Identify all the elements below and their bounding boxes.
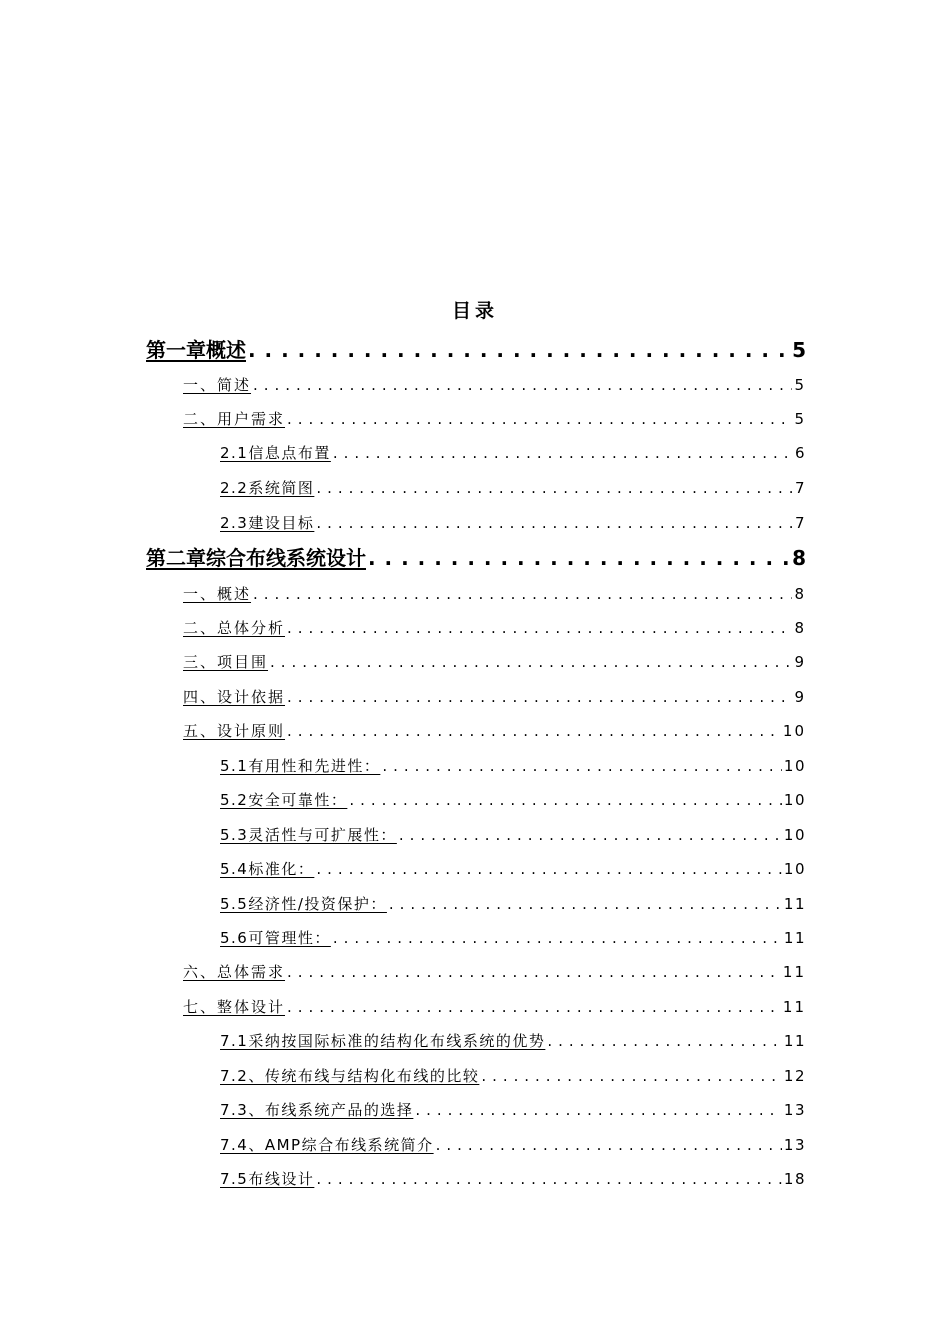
toc-entry-page-number[interactable]: 11 [783,929,806,947]
toc-dot-leader [287,963,781,981]
toc-entry-label[interactable]: 二、总体分析 [183,619,286,637]
toc-entry-label[interactable]: 2.2系统简图 [220,479,315,497]
toc-dot-leader [481,1067,782,1085]
toc-entry-page-number[interactable]: 9 [794,688,806,706]
toc-title: 目录 [451,300,498,322]
toc-dot-leader [287,998,781,1016]
toc-entry[interactable] [183,651,806,673]
toc-entry-label[interactable]: 7.4、AMP综合布线系统简介 [220,1136,434,1154]
toc-entry-page-number[interactable]: 6 [794,444,806,462]
toc-entry[interactable] [183,996,806,1018]
toc-entry-page-number[interactable]: 9 [794,653,806,671]
toc-dot-leader [547,1032,782,1050]
toc-entry-label[interactable]: 7.3、布线系统产品的选择 [220,1101,414,1119]
toc-entry-page-number[interactable]: 10 [783,860,806,878]
toc-entry[interactable] [146,334,806,362]
toc-entry-page-number[interactable]: 8 [794,585,806,603]
toc-entry-page-number[interactable]: 13 [783,1101,806,1119]
toc-entry-label[interactable]: 7.1采纳按国际标准的结构化布线系统的优势 [220,1032,546,1050]
toc-entry[interactable] [220,1030,806,1052]
toc-dot-leader [287,410,792,428]
toc-entry-label[interactable]: 2.3建设目标 [220,514,315,532]
toc-entry[interactable] [220,893,806,915]
toc-entry[interactable] [220,858,806,880]
toc-entry-label[interactable]: 四、设计依据 [183,688,286,706]
toc-entry-label[interactable]: 5.4标准化： [220,860,315,878]
toc-entry[interactable] [220,442,806,464]
toc-entry-page-number[interactable]: 7 [794,514,806,532]
toc-entry-label[interactable]: 七、整体设计 [183,998,286,1016]
toc-entry-label[interactable]: 一、简述 [183,376,252,394]
toc-entry-page-number[interactable]: 10 [782,722,806,740]
toc-entry-page-number[interactable]: 11 [783,1032,806,1050]
toc-dot-leader [316,860,782,878]
toc-entry-page-number[interactable]: 8 [794,619,806,637]
toc-dot-leader [436,1136,782,1154]
toc-entry-page-number[interactable]: 5 [794,376,806,394]
toc-entry-page-number[interactable]: 7 [794,479,806,497]
toc-entry-page-number[interactable]: 5 [794,410,806,428]
toc-entry-label[interactable]: 第一章概述 [146,338,246,362]
toc-dot-leader [253,585,792,603]
toc-entry-page-number[interactable]: 13 [783,1136,806,1154]
toc-entry-label[interactable]: 第二章综合布线系统设计 [146,546,366,570]
toc-entry-page-number[interactable]: 12 [783,1067,806,1085]
toc-entry[interactable] [220,1065,806,1087]
toc-entry-label[interactable]: 5.5经济性/投资保护： [220,895,387,913]
toc-entry[interactable] [183,583,806,605]
toc-entry[interactable] [220,1099,806,1121]
toc-dot-leader [333,444,793,462]
toc-entry[interactable] [220,1168,806,1190]
toc-entry-label[interactable]: 7.5布线设计 [220,1170,315,1188]
toc-entry[interactable] [183,408,806,430]
toc-dot-leader [389,895,782,913]
toc-entry-page-number[interactable]: 11 [782,963,806,981]
toc-dot-leader [349,791,782,809]
toc-entry-page-number[interactable]: 5 [792,338,806,362]
toc-entry-page-number[interactable]: 10 [783,757,806,775]
toc-entry-label[interactable]: 一、概述 [183,585,252,603]
toc-entry-label[interactable]: 六、总体需求 [183,963,286,981]
toc-dot-leader [287,722,781,740]
toc-dot-leader [316,1170,782,1188]
toc-entry-page-number[interactable]: 11 [782,998,806,1016]
toc-entry-page-number[interactable]: 18 [783,1170,806,1188]
toc-entry[interactable] [183,961,806,983]
toc-entry-page-number[interactable]: 8 [792,546,806,570]
toc-entry-label[interactable]: 五、设计原则 [183,722,286,740]
toc-entry-page-number[interactable]: 10 [783,826,806,844]
toc-dot-leader [316,514,793,532]
toc-entry-page-number[interactable]: 11 [783,895,806,913]
toc-entry-label[interactable]: 5.2安全可靠性： [220,791,348,809]
toc-dot-leader [399,826,782,844]
toc-dot-leader [248,338,790,362]
toc-dot-leader [415,1101,782,1119]
toc-entry[interactable] [220,789,806,811]
toc-entry-label[interactable]: 5.1有用性和先进性： [220,757,381,775]
toc-entry[interactable] [220,927,806,949]
toc-dot-leader [253,376,792,394]
toc-entry-label[interactable]: 7.2、传统布线与结构化布线的比较 [220,1067,480,1085]
toc-dot-leader [270,653,792,671]
toc-entry-label[interactable]: 5.3灵活性与可扩展性： [220,826,397,844]
toc-entry[interactable] [183,720,806,742]
toc-entry[interactable] [183,686,806,708]
toc-entry[interactable] [220,824,806,846]
toc-dot-leader [287,619,792,637]
toc-entry[interactable] [183,617,806,639]
toc-dot-leader [333,929,782,947]
toc-entry[interactable] [220,1134,806,1156]
toc-entry-label[interactable]: 5.6可管理性： [220,929,331,947]
toc-entry[interactable] [220,755,806,777]
toc-dot-leader [287,688,792,706]
toc-entry[interactable] [220,512,806,534]
toc-entry[interactable] [183,374,806,396]
toc-entry-label[interactable]: 三、项目围 [183,653,269,671]
toc-dot-leader [368,546,790,570]
toc-entry[interactable] [220,477,806,499]
toc-dot-leader [316,479,793,497]
toc-entry-label[interactable]: 二、用户需求 [183,410,286,428]
toc-dot-leader [382,757,782,775]
toc-entry[interactable] [146,542,806,570]
toc-entry-label[interactable]: 2.1信息点布置 [220,444,331,462]
toc-entry-page-number[interactable]: 10 [783,791,806,809]
